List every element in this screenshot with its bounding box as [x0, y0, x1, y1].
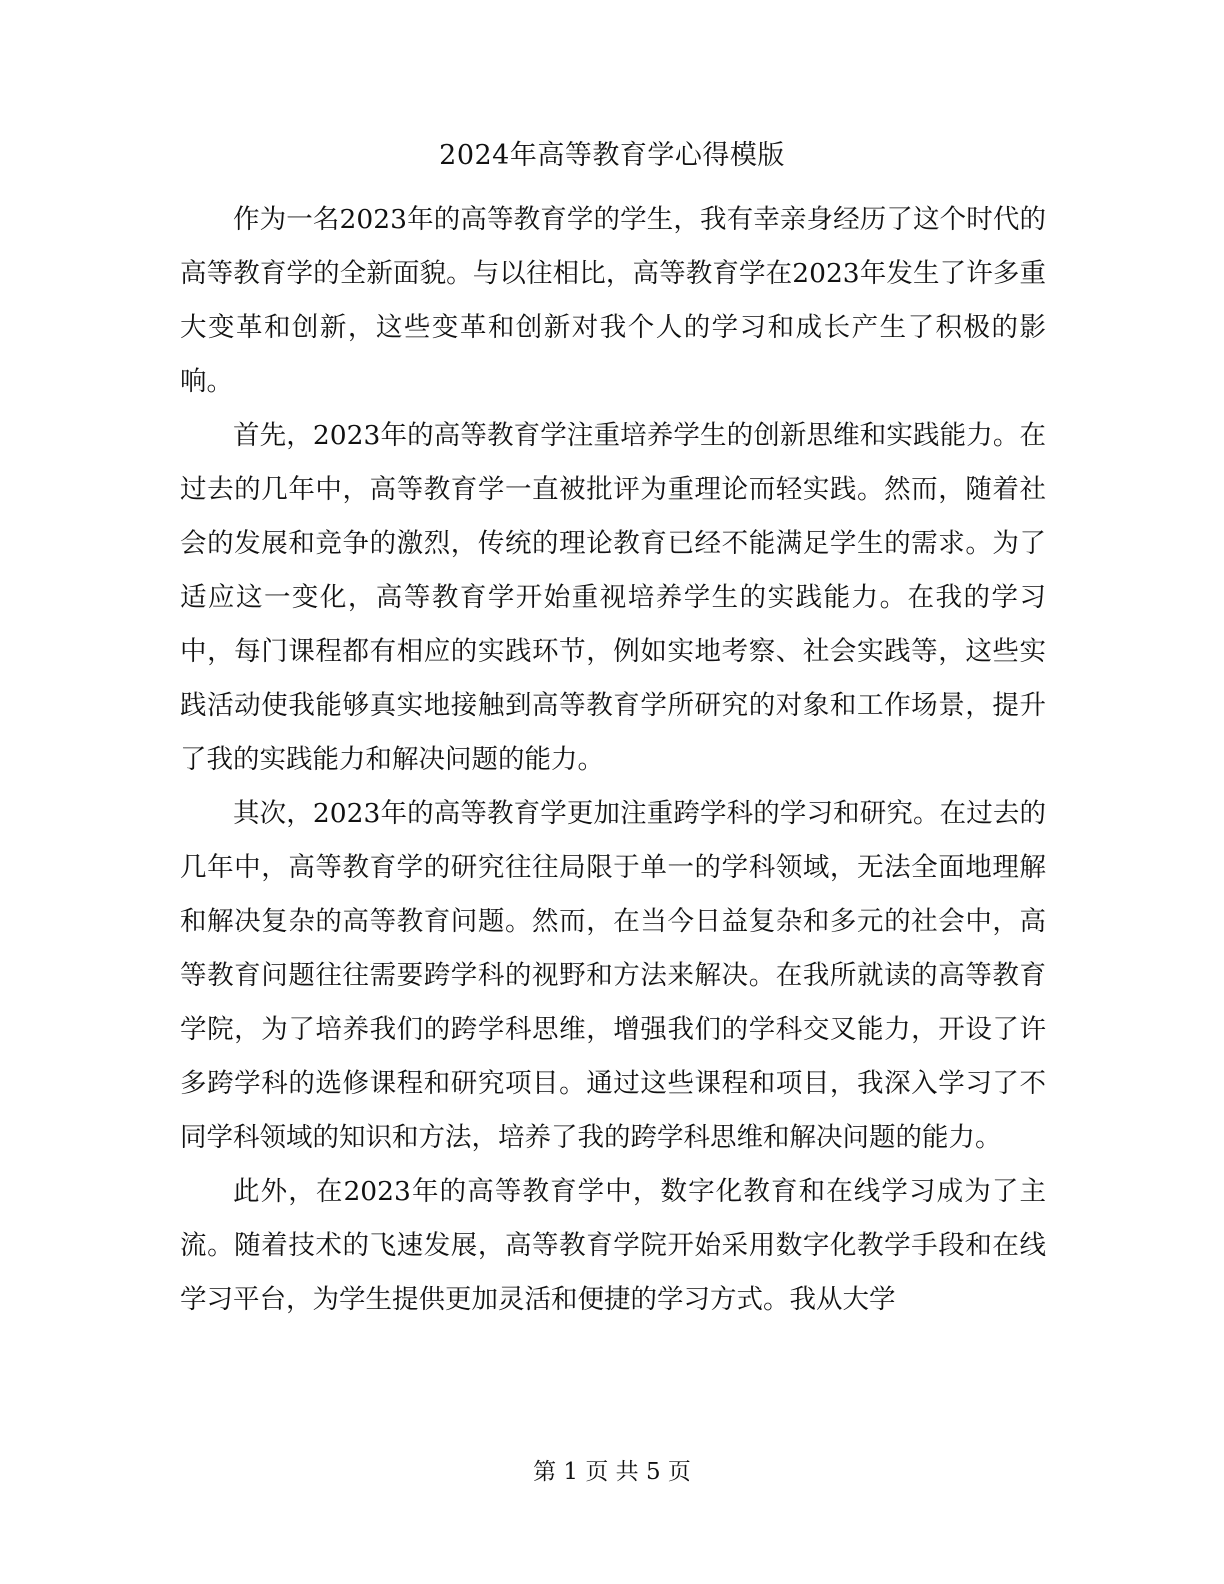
page-footer: 第 1 页 共 5 页 — [533, 1459, 691, 1485]
paragraph-interdisciplinary: 其次，2023年的高等教育学更加注重跨学科的学习和研究。在过去的几年中，高等教育学的研究往往局限于单一的学科领域，无法全面地理解和解决复杂的高等教育问题。然而，在当今日益复杂和多元的社会中，高等教育问题往往需要跨学科的视野和方法来解决。在我所就读的高等教育学院，为了培养我们的跨学科思维，增强我们的学科交叉能力，开设了许多跨学科的选修课程和研究项目。通过这些课程和项目，我深入学习了不同学科领域的知识和方法，培养了我的跨学科思维和解决问题的能力。 — [180, 798, 1046, 1153]
document-body — [180, 193, 1046, 1327]
document-title: 2024年高等教育学心得模版 — [439, 140, 785, 171]
paragraph-digital-education: 此外，在2023年的高等教育学中，数字化教育和在线学习成为了主流。随着技术的飞速发展，高等教育学院开始采用数字化教学手段和在线学习平台，为学生提供更加灵活和便捷的学习方式。我从大学 — [180, 1176, 1046, 1315]
paragraph-practice: 首先，2023年的高等教育学注重培养学生的创新思维和实践能力。在过去的几年中，高等教育学一直被批评为重理论而轻实践。然而，随着社会的发展和竞争的激烈，传统的理论教育已经不能满足学生的需求。为了适应这一变化，高等教育学开始重视培养学生的实践能力。在我的学习中，每门课程都有相应的实践环节，例如实地考察、社会实践等，这些实践活动使我能够真实地接触到高等教育学所研究的对象和工作场景，提升了我的实践能力和解决问题的能力。 — [180, 420, 1046, 775]
paragraph-intro: 作为一名2023年的高等教育学的学生，我有幸亲身经历了这个时代的高等教育学的全新面貌。与以往相比，高等教育学在2023年发生了许多重大变革和创新，这些变革和创新对我个人的学习和成长产生了积极的影响。 — [180, 204, 1046, 397]
